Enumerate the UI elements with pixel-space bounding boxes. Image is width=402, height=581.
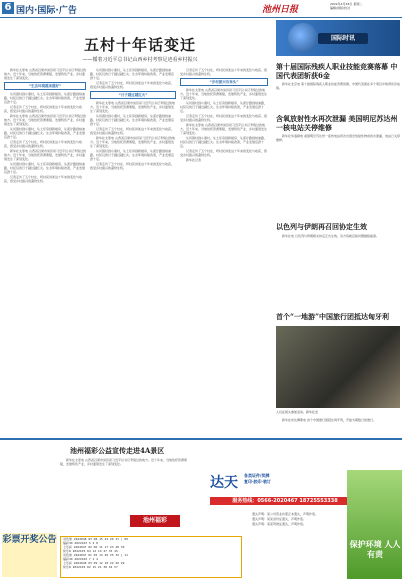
lottery-logo: 池州福彩 bbox=[130, 515, 180, 527]
classified-line: 遗失声明：某某身份证遗失，声明作废。 bbox=[252, 517, 307, 521]
lottery-row: 快乐8 2022103 04 12 19 27 33 45 bbox=[63, 549, 118, 553]
editor-line: 编辑/排版/校对 bbox=[330, 6, 351, 10]
article-paragraph: 记者走访了五个村庄，听村民讲述这十年来的变化与收获，感受乡村振兴的蓬勃生机。 bbox=[180, 68, 268, 76]
article-paragraph: 从贫困村到小康村，从土坯房到新楼房，从泥泞路到柏油路，村民们的日子越过越红火。生态环境持续改善，产业发展后劲十足。 bbox=[90, 114, 175, 126]
news-body bbox=[276, 82, 400, 108]
article-box-label: “乡村振兴有奔头” bbox=[180, 78, 268, 86]
article-paragraph: 记者走访了五个村庄，听村民讲述这十年来的变化与收获，感受乡村振兴的蓬勃生机。 bbox=[4, 105, 83, 113]
news-paragraph: 新华社北京电 第十届国际残疾人职业技能竞赛闭幕，中国代表团在多个项目中取得优异成绩。 bbox=[276, 82, 400, 90]
article-paragraph: 新华社太原电 山西省吕梁市岚县是习近平总书记考察过的地方。近十年来，当地依托资源禀赋，发展特色产业，乡村面貌发生了深刻变化。 bbox=[90, 101, 175, 113]
news-paragraph: 新华社华盛顿电 美国明尼苏达州一座核电站再次出现含放射性物质的水泄漏，电站已关停维修。 bbox=[276, 134, 400, 142]
lottery-row: 快乐8 2022102 02 15 21 38 44 57 bbox=[63, 565, 118, 569]
article-paragraph: 记者走访了五个村庄，听村民讲述这十年来的变化与收获，感受乡村振兴的蓬勃生机。 bbox=[180, 149, 268, 157]
lottery-headline: 池州福彩公益宣传走进4A景区 bbox=[70, 446, 165, 455]
ad-phone: 服务热线：0566-2020467 18725553338 bbox=[210, 497, 360, 505]
lottery-row: 双色球 2022048 03 08 15 22 26 31 | 09 bbox=[63, 537, 128, 541]
ad-line: 各类证件/奖牌 bbox=[244, 473, 270, 478]
lottery-results-table bbox=[60, 536, 242, 578]
photo-caption: 人们在街头参加活动。新华社发 bbox=[276, 410, 319, 414]
main-subheadline: ——循着习近平总书记山西乡村考察足迹看乡村振兴 bbox=[82, 57, 198, 63]
article-column-2 bbox=[90, 68, 176, 438]
issue-date: 2022年4月28日 星期二 bbox=[330, 2, 363, 6]
news-headline: 首个“一地游”中国旅行团抵达匈牙利 bbox=[276, 312, 390, 321]
article-paragraph: 记者走访了五个村庄，听村民讲述这十年来的变化与收获，感受乡村振兴的蓬勃生机。 bbox=[90, 162, 175, 170]
article-caption: 新华社记者 bbox=[186, 158, 202, 162]
globe-icon bbox=[288, 23, 318, 53]
article-column-3 bbox=[180, 68, 268, 438]
date-line bbox=[330, 2, 400, 10]
news-paragraph: 新华社布达佩斯电 首个中国旅行团抵达匈牙利，开始为期数日的旅行。 bbox=[282, 418, 376, 422]
ad-line: 复印·胶印·装订 bbox=[244, 479, 272, 484]
article-paragraph: 记者走访了五个村庄，听村民讲述这十年来的变化与收获，感受乡村振兴的蓬勃生机。 bbox=[180, 114, 268, 122]
article-paragraph: 从贫困村到小康村，从土坯房到新楼房，从泥泞路到柏油路，村民们的日子越过越红火。生态环境持续改善，产业发展后劲十足。 bbox=[4, 127, 86, 139]
ad-brand: 达天 bbox=[210, 475, 238, 491]
article-paragraph: 新华社太原电 山西省吕梁市岚县是习近平总书记考察过的地方。近十年来，当地依托资源禀赋，发展特色产业，乡村面貌发生了深刻变化。 bbox=[4, 114, 86, 126]
news-headline: 以色列与伊朗再召回协定生效 bbox=[276, 222, 367, 231]
article-paragraph: 记者走访了五个村庄，听村民讲述这十年来的变化与收获，感受乡村振兴的蓬勃生机。 bbox=[4, 175, 83, 183]
article-paragraph: 从贫困村到小康村，从土坯房到新楼房，从泥泞路到柏油路，村民们的日子越过越红火。生态环境持续改善，产业发展后劲十足。 bbox=[4, 92, 86, 104]
lottery-row: 七乐彩 2022046 03 09 12 18 22 26 29 bbox=[63, 561, 125, 565]
article-paragraph: 从贫困村到小康村，从土坯房到新楼房，从泥泞路到柏油路，村民们的日子越过越红火。生态环境持续改善，产业发展后劲十足。 bbox=[180, 136, 268, 148]
article-box-label: “日子越过越红火” bbox=[90, 91, 176, 99]
lottery-row: 双色球 2022047 01 05 14 20 25 32 | 11 bbox=[63, 553, 128, 557]
lottery-row: 七乐彩 2022047 02 06 11 17 23 28 30 bbox=[63, 545, 125, 549]
news-paragraph: 新华社电 以色列与伊朗相关协定正式生效，双方将就后续问题继续磋商。 bbox=[282, 234, 379, 238]
page-number: 6 bbox=[2, 2, 14, 14]
lottery-side-title: 彩票开奖公告 bbox=[2, 533, 57, 577]
news-body bbox=[276, 418, 400, 436]
article-paragraph: 从贫困村到小康村，从土坯房到新楼房，从泥泞路到柏油路，村民们的日子越过越红火。生态环境持续改善，产业发展后劲十足。 bbox=[90, 149, 175, 161]
article-paragraph: 新华社太原电 山西省吕梁市岚县是习近平总书记考察过的地方。近十年来，当地依托资源禀赋，发展特色产业，乡村面貌发生了深刻变化。 bbox=[90, 136, 175, 148]
article-paragraph: 从贫困村到小康村，从土坯房到新楼房，从泥泞路到柏油路，村民们的日子越过越红火。生态环境持续改善，产业发展后劲十足。 bbox=[180, 101, 268, 113]
classified-line: 遗失声明：某某驾驶证遗失，声明作废。 bbox=[252, 522, 307, 526]
lottery-article bbox=[60, 458, 190, 512]
news-photo bbox=[276, 326, 400, 408]
main-headline: 五村十年话变迁 bbox=[83, 36, 196, 54]
ad-text bbox=[244, 473, 334, 485]
international-banner-label: 国际时讯 bbox=[318, 33, 368, 44]
news-headline: 含氧放射性水再次泄漏 美国明尼苏达州一核电站关停维修 bbox=[276, 114, 398, 132]
environment-promo bbox=[347, 470, 402, 579]
article-paragraph: 从贫困村到小康村，从土坯房到新楼房，从泥泞路到柏油路，村民们的日子越过越红火。生态环境持续改善，产业发展后劲十足。 bbox=[4, 162, 86, 174]
section-title: 国内·国际·广告 bbox=[16, 6, 77, 16]
environment-promo-text: 保护环境 人人有责 bbox=[349, 540, 401, 559]
news-headline: 第十届国际残疾人职业技能竞赛落幕 中国代表团斩获6金 bbox=[276, 62, 398, 80]
article-paragraph: 新华社太原电 山西省吕梁市岚县是习近平总书记考察过的地方。近十年来，当地依托资源禀赋，发展特色产业，乡村面貌发生了深刻变化。 bbox=[180, 88, 268, 100]
lottery-paragraph: 新华社太原电 山西省吕梁市岚县是习近平总书记考察过的地方。近十年来，当地依托资源禀赋，发展特色产业，乡村面貌发生了深刻变化。 bbox=[60, 458, 187, 466]
article-column-1 bbox=[4, 68, 86, 438]
news-body bbox=[276, 234, 400, 306]
newspaper-logo: 池州日报 bbox=[262, 5, 299, 15]
lottery-row: 福彩3D 2022102 7 1 4 bbox=[63, 557, 98, 561]
news-body bbox=[276, 134, 400, 214]
article-paragraph: 新华社太原电 山西省吕梁市岚县是习近平总书记考察过的地方。近十年来，当地依托资源禀赋，发展特色产业，乡村面貌发生了深刻变化。 bbox=[4, 149, 86, 161]
article-paragraph: 新华社太原电 山西省吕梁市岚县是习近平总书记考察过的地方。近十年来，当地依托资源禀赋，发展特色产业，乡村面貌发生了深刻变化。 bbox=[180, 123, 268, 135]
classified-line: 遗失声明：某公司营业执照正本遗失，声明作废。 bbox=[252, 512, 319, 516]
classified-ads bbox=[246, 512, 344, 576]
article-paragraph: 新华社太原电 山西省吕梁市岚县是习近平总书记考察过的地方。近十年来，当地依托资源禀赋，发展特色产业，乡村面貌发生了深刻变化。 bbox=[4, 68, 86, 80]
header-rule bbox=[0, 17, 402, 18]
article-paragraph: 从贫困村到小康村，从土坯房到新楼房，从泥泞路到柏油路，村民们的日子越过越红火。生态环境持续改善，产业发展后劲十足。 bbox=[90, 68, 175, 80]
lottery-row: 福彩3D 2022103 5 2 8 bbox=[63, 541, 98, 545]
article-box-label: “生态环境越来越好” bbox=[4, 82, 86, 90]
article-paragraph: 记者走访了五个村庄，听村民讲述这十年来的变化与收获，感受乡村振兴的蓬勃生机。 bbox=[90, 127, 175, 135]
article-paragraph: 记者走访了五个村庄，听村民讲述这十年来的变化与收获，感受乡村振兴的蓬勃生机。 bbox=[90, 81, 175, 89]
article-paragraph: 记者走访了五个村庄，听村民讲述这十年来的变化与收获，感受乡村振兴的蓬勃生机。 bbox=[4, 140, 83, 148]
